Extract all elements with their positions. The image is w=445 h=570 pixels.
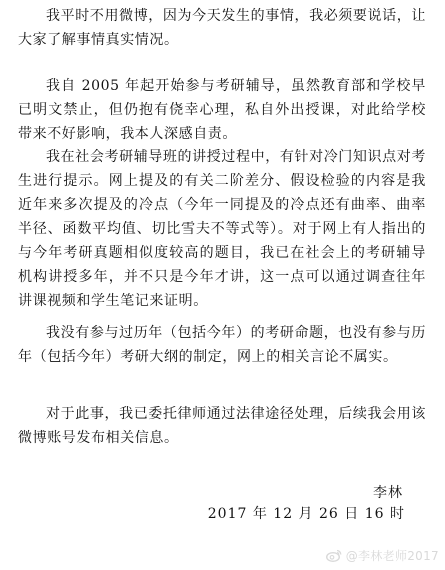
signature-name: 李林 (373, 485, 403, 501)
paragraph-4: 我没有参与过历年（包括今年）的考研命题，也没有参与历年（包括今年）考研大纲的制定，网上的相关言论不属实。 (18, 325, 426, 365)
weibo-icon (326, 549, 342, 562)
watermark-text: @李林老师2017 (345, 549, 439, 563)
weibo-watermark (326, 547, 439, 564)
paragraph-1: 我平时不用微博，因为今天发生的事情，我必须要说话，让大家了解事情真实情况。 (18, 8, 426, 48)
paragraph-5: 对于此事，我已委托律师通过法律途径处理，后续我会用该微博账号发布相关信息。 (18, 406, 426, 446)
signature-date: 2017 年 12 月 26 日 16 时 (207, 506, 405, 522)
paragraph-2: 我自 2005 年起开始参与考研辅导，虽然教育部和学校早已明文禁止，但仍抱有侥幸心理，私自外出授课，对此给学校带来不好影响，我本人深感自责。 (18, 78, 426, 142)
paragraph-3: 我在社会考研辅导班的讲授过程中，有针对冷门知识点对考生进行提示。网上提及的有关二阶差分、假设检验的内容是我近年来多次提及的冷点（今年一同提及的冷点还有曲率、曲率半径、函数平均值、切比雪夫不等式等）。对于网上有人指出的与今年考研真题相似度较高的题目，我已在社会上的考研辅导机构讲授多年，并不只是今年才讲，这一点可以通过调查往年讲课视频和学生笔记来证明。 (18, 149, 426, 309)
